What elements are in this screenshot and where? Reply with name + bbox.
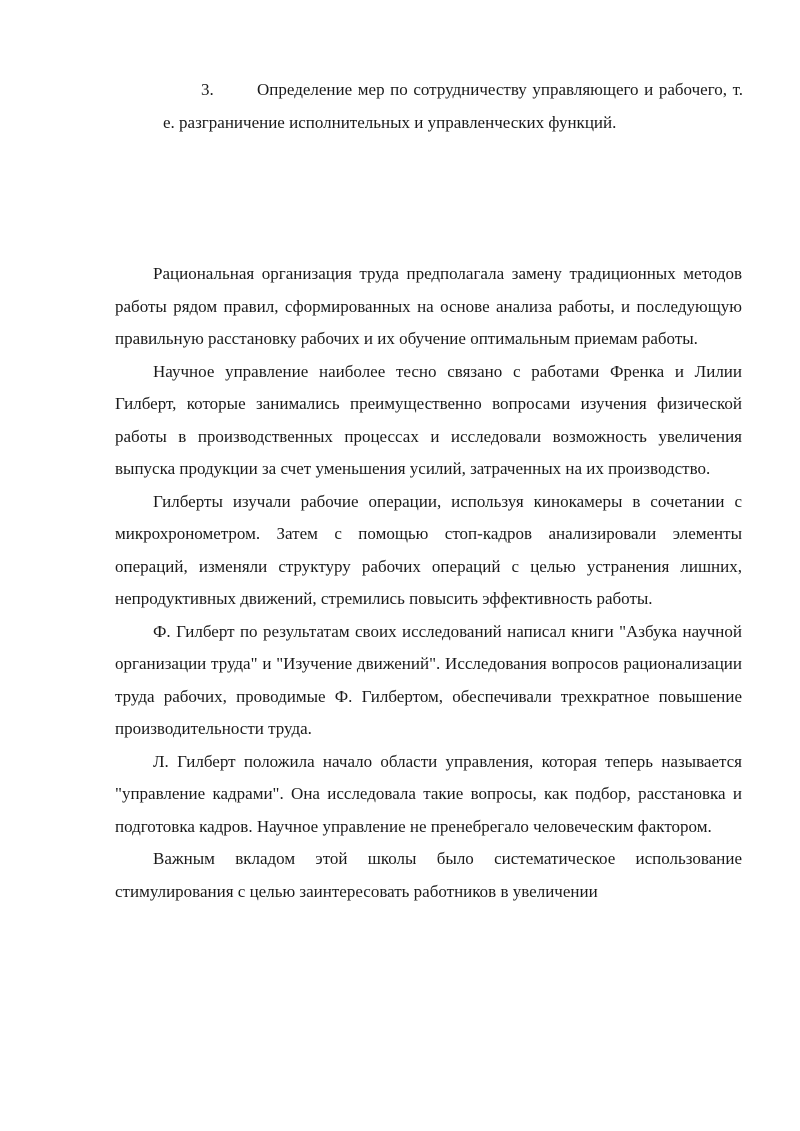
paragraph: Рациональная организация труда предполагала замену традиционных методов работы рядом правил, сформированных на основе анализа работы, и последующую правильную расстановку рабочих и их обучение оптимальным приемам работы. — [115, 264, 742, 348]
paragraph: Л. Гилберт положила начало области управления, которая теперь называется "управление кадрами". Она исследовала такие вопросы, как подбор, расстановка и подготовка кадров. Научное управление не пренебрегало человеческим фактором. — [115, 751, 742, 836]
paragraph: Ф. Гилберт по результатам своих исследований написал книги "Азбука научной организации труда" и "Изучение движений". Исследования вопросов рационализации труда рабочих, проводимые Ф. Гилбертом, обеспечивали трехкратное повышение производительности труда. — [115, 621, 742, 738]
list-item-number: 3. — [201, 80, 214, 99]
list-item-text: Определение мер по сотрудничеству управляющего и рабочего, т. е. разграничение исполнительных и управленческих функций. — [163, 80, 743, 132]
body-text — [115, 258, 742, 908]
paragraph: Гилберты изучали рабочие операции, используя кинокамеры в сочетании с микрохронометром. Затем с помощью стоп-кадров анализировали элементы операций, изменяли структуру рабочих операций с целью устранения лишних, непродуктивных движений, стремились повысить эффективность работы. — [115, 491, 742, 608]
paragraph: Важным вкладом этой школы было систематическое использование стимулирования с целью заинтересовать работников в увеличении — [115, 849, 742, 901]
paragraph: Научное управление наиболее тесно связано с работами Френка и Лилии Гилберт, которые занимались преимущественно вопросами изучения физической работы в производственных процессах и исследовали возможность увеличения выпуска продукции за счет уменьшения усилий, затраченных на их производство. — [115, 361, 742, 478]
numbered-list-item — [163, 74, 743, 139]
